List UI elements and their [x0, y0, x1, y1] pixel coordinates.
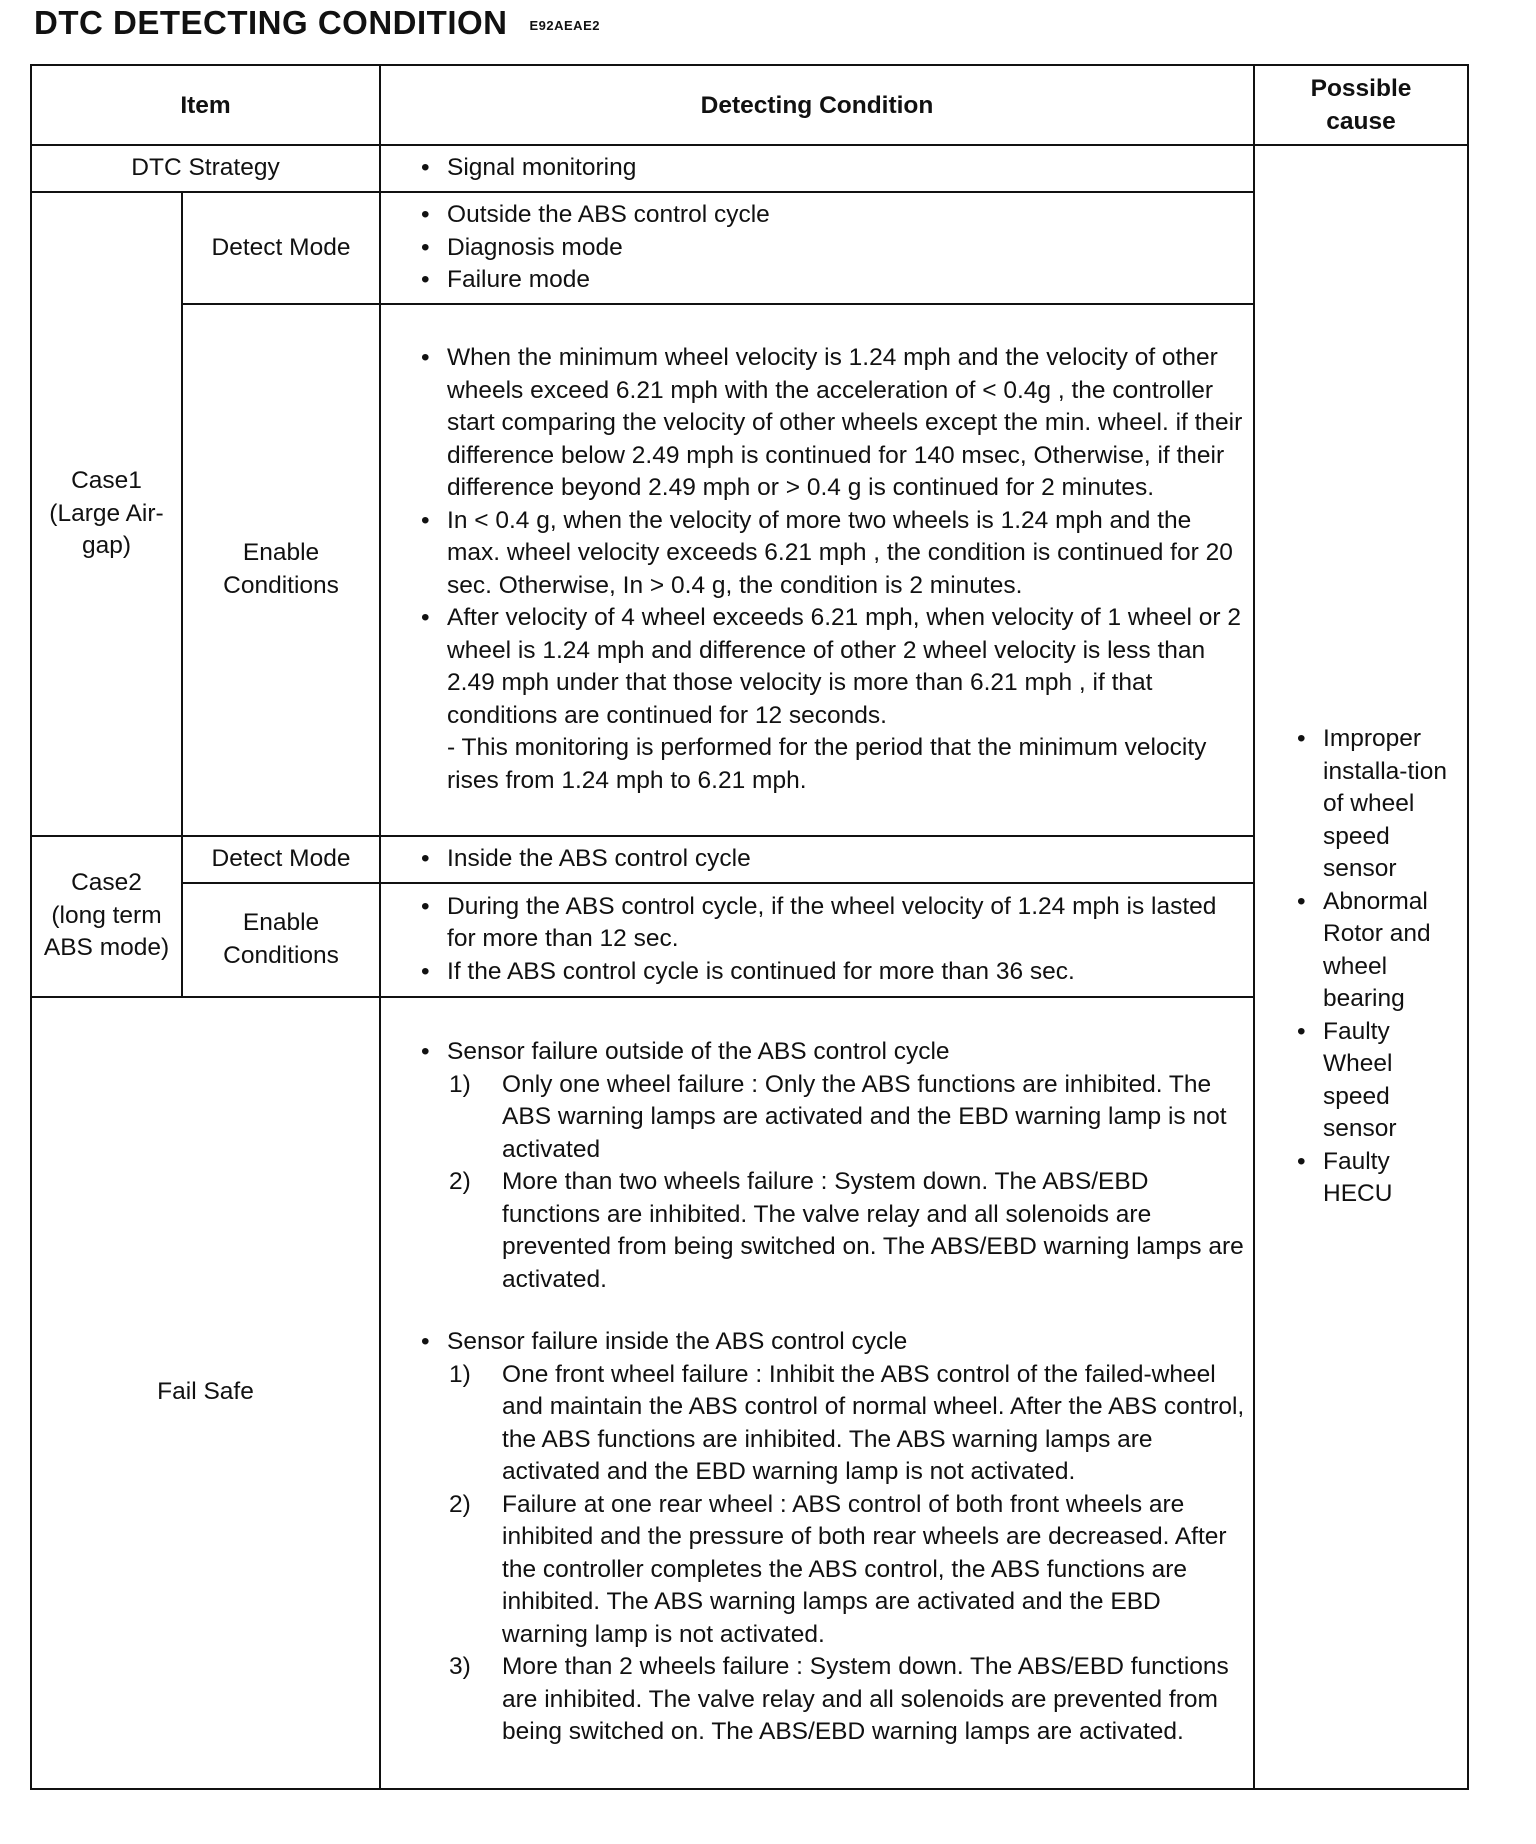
fail-safe-outside-title: Sensor failure outside of the ABS control cycle — [447, 1038, 950, 1066]
detect-mode-bullet: • Diagnosis mode — [419, 232, 1245, 265]
enable-bullet: • In < 0.4 g, when the velocity of more two wheels is 1.24 mph and the max. wheel velocity exceeds 6.21 mph , the condition is continued for 20 sec. Otherwise, In > 0.4 g, the condition is 2 minutes. — [419, 505, 1245, 603]
cause-item: • Faulty HECU — [1295, 1146, 1457, 1211]
enable-bullet — [419, 602, 1245, 797]
fail-safe-step — [447, 1166, 1245, 1296]
page-title — [34, 4, 600, 42]
possible-cause-cell — [1254, 145, 1468, 1789]
fail-safe-outside-group — [419, 1036, 1245, 1296]
row-dtc-strategy — [31, 145, 1468, 192]
step-number: 2) — [449, 1168, 471, 1196]
dtc-strategy-condition — [380, 145, 1254, 192]
row-case1-enable — [31, 304, 1468, 836]
row-fail-safe — [31, 997, 1468, 1789]
step-text: Only one wheel failure : Only the ABS functions are inhibited. The ABS warning lamps are activated and the EBD warning lamp is not activated — [502, 1070, 1227, 1163]
step-text: One front wheel failure : Inhibit the ABS control of the failed-wheel and maintain the ABS control of normal wheel. After the ABS control, the ABS functions are inhibited. The ABS warning lamps are activated and the EBD warning lamp is not activated. — [502, 1360, 1245, 1486]
enable-bullet: • When the minimum wheel velocity is 1.24 mph and the velocity of other wheels exceed 6.21 mph with the acceleration of < 0.4g , the controller start comparing the velocity of other wheels except the min. wheel. if their difference below 2.49 mph is continued for 140 msec, Otherwise, if their difference beyond 2.49 mph or > 0.4 g is continued for 2 minutes. — [419, 342, 1245, 505]
step-number: 3) — [449, 1653, 471, 1681]
fail-safe-conditions — [380, 997, 1254, 1789]
enable-bullet: • During the ABS control cycle, if the wheel velocity of 1.24 mph is lasted for more than 12 sec. — [419, 891, 1245, 956]
row-case2-enable — [31, 883, 1468, 997]
document-code: E92AEAE2 — [529, 17, 600, 33]
step-number: 1) — [449, 1070, 471, 1098]
page-title-text: DTC DETECTING CONDITION — [34, 4, 508, 41]
fail-safe-step — [447, 1489, 1245, 1652]
fail-safe-step — [447, 1069, 1245, 1167]
fail-safe-inside-group — [419, 1326, 1245, 1749]
strategy-bullet: • Signal monitoring — [419, 152, 1245, 185]
step-text: Failure at one rear wheel : ABS control of both front wheels are inhibited and the pressure of both rear wheels are decreased. After the controller completes the ABS control, the ABS functions are inhibited. The ABS warning lamps are activated and the EBD warning lamp is not activated. — [502, 1490, 1227, 1648]
case2-detect-mode-conditions — [380, 836, 1254, 883]
case1-enable-conditions — [380, 304, 1254, 836]
step-number: 2) — [449, 1490, 471, 1518]
case1-detect-mode-label: Detect Mode — [182, 192, 380, 304]
header-detecting-condition: Detecting Condition — [380, 65, 1254, 145]
detect-mode-bullet: • Outside the ABS control cycle — [419, 199, 1245, 232]
fail-safe-inside-title: Sensor failure inside the ABS control cycle — [447, 1328, 908, 1356]
dtc-strategy-label: DTC Strategy — [31, 145, 380, 192]
fail-safe-label: Fail Safe — [31, 997, 380, 1789]
step-text: More than two wheels failure : System down. The ABS/EBD functions are inhibited. The valve relay and all solenoids are prevented from being switched on. The ABS/EBD warning lamps are activated. — [502, 1168, 1244, 1293]
row-case1-detect-mode — [31, 192, 1468, 304]
header-item: Item — [31, 65, 380, 145]
case1-enable-label: Enable Conditions — [182, 304, 380, 836]
enable-bullet-text: After velocity of 4 wheel exceeds 6.21 mph, when velocity of 1 wheel or 2 wheel is 1.24 mph and difference of other 2 wheel velocity is less than 2.49 mph under that those velocity is more than 6.21 mph , if that conditions are continued for 12 seconds. — [447, 604, 1241, 729]
header-row — [31, 65, 1468, 145]
step-text: More than 2 wheels failure : System down. The ABS/EBD functions are inhibited. The valve relay and all solenoids are prevented from being switched on. The ABS/EBD warning lamps are activated. — [502, 1653, 1229, 1746]
case2-enable-label: Enable Conditions — [182, 883, 380, 997]
case2-label: Case2 (long term ABS mode) — [31, 836, 182, 997]
row-case2-detect-mode — [31, 836, 1468, 883]
detect-mode-bullet: • Inside the ABS control cycle — [419, 843, 1245, 876]
detect-mode-bullet: • Failure mode — [419, 264, 1245, 297]
cause-item: • Improper installa-tion of wheel speed sensor — [1295, 723, 1457, 886]
case2-detect-mode-label: Detect Mode — [182, 836, 380, 883]
fail-safe-step — [447, 1359, 1245, 1489]
enable-bullet: • If the ABS control cycle is continued for more than 36 sec. — [419, 956, 1245, 989]
dtc-condition-table — [30, 64, 1469, 1790]
fail-safe-step — [447, 1651, 1245, 1749]
enable-note: - This monitoring is performed for the period that the minimum velocity rises from 1.24 mph to 6.21 mph. — [447, 734, 1207, 794]
case1-label: Case1 (Large Air-gap) — [31, 192, 182, 836]
cause-item: • Faulty Wheel speed sensor — [1295, 1016, 1457, 1146]
step-number: 1) — [449, 1360, 471, 1388]
case2-enable-conditions — [380, 883, 1254, 997]
cause-item: • Abnormal Rotor and wheel bearing — [1295, 886, 1457, 1016]
case1-detect-mode-conditions — [380, 192, 1254, 304]
header-possible-cause: Possible cause — [1254, 65, 1468, 145]
